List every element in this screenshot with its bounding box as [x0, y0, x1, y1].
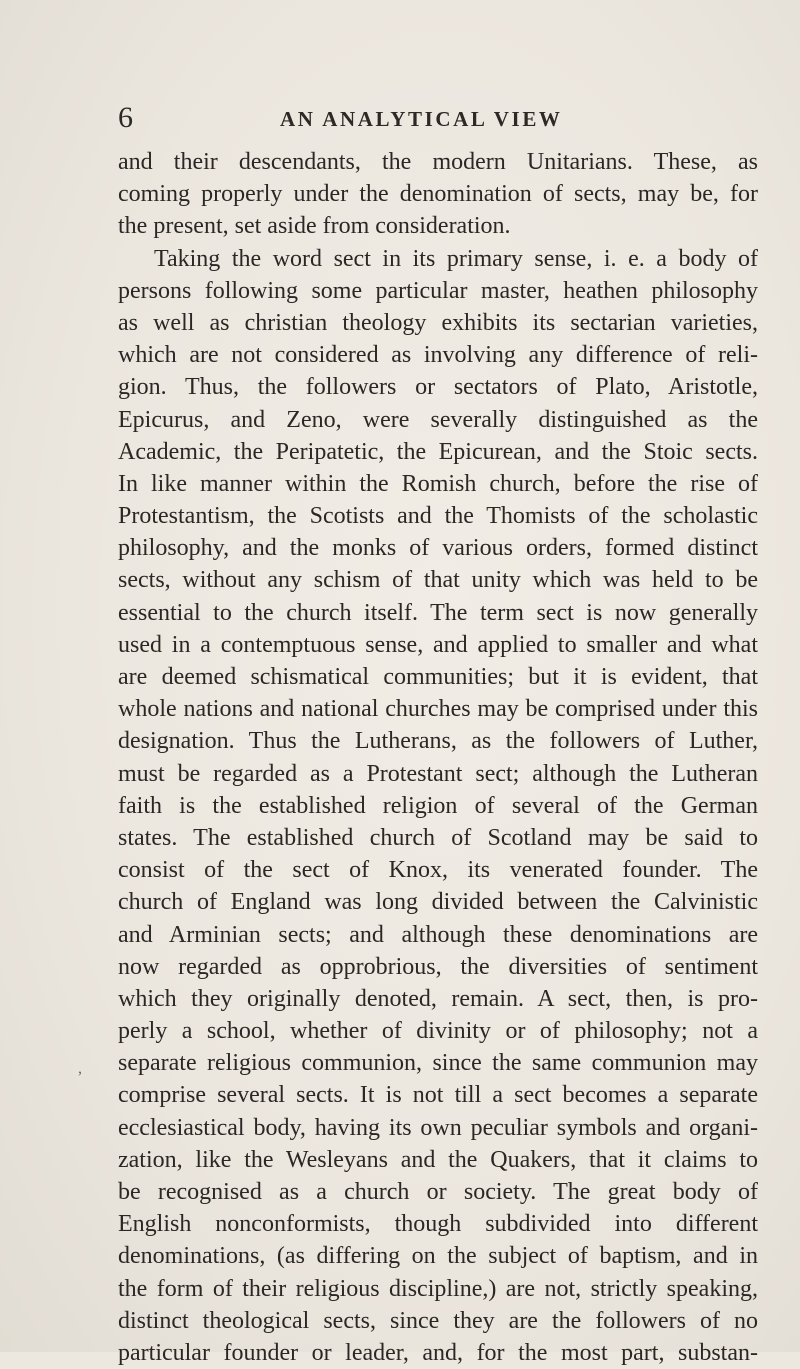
text-line: philosophy, and the monks of various orders, formed distinct — [118, 535, 758, 562]
text-line: now regarded as opprobrious, the diversities of sentiment — [118, 953, 758, 980]
text-line: separate religious communion, since the same communion may — [118, 1050, 758, 1077]
text-line: Epicurus, and Zeno, were severally distinguished as the — [118, 406, 758, 433]
margin-mark: , — [78, 1060, 82, 1077]
text-line: must be regarded as a Protestant sect; although the Lutheran — [118, 760, 758, 787]
text-line: the form of their religious discipline,) are not, strictly speaking, — [118, 1275, 758, 1302]
text-line: comprise several sects. It is not till a sect becomes a separate — [118, 1082, 758, 1109]
text-line: English nonconformists, though subdivided into different — [118, 1211, 758, 1238]
text-line: consist of the sect of Knox, its venerated founder. The — [118, 857, 758, 884]
page-number: 6 — [118, 101, 133, 134]
text-line: which are not considered as involving any difference of reli- — [118, 342, 758, 369]
text-line: are deemed schismatical communities; but it is evident, that — [118, 664, 758, 690]
text-line: distinct theological sects, since they are the followers of no — [118, 1307, 758, 1334]
text-line: whole nations and national churches may be comprised under this — [118, 696, 758, 723]
text-line: and their descendants, the modern Unitarians. These, as — [118, 149, 758, 175]
text-line: sects, without any schism of that unity which was held to be — [118, 567, 758, 594]
text-line: persons following some particular master, heathen philosophy — [118, 277, 758, 304]
text-line: Academic, the Peripatetic, the Epicurean, and the Stoic sects. — [118, 438, 758, 465]
text-line: zation, like the Wesleyans and the Quakers, that it claims to — [118, 1146, 758, 1173]
text-line: denominations, (as differing on the subject of baptism, and in — [118, 1243, 758, 1270]
text-line: and Arminian sects; and although these denominations are — [118, 921, 758, 948]
text-line: which they originally denoted, remain. A sect, then, is pro- — [118, 985, 758, 1012]
text-line: as well as christian theology exhibits its sectarian varieties, — [118, 309, 758, 336]
text-line: the present, set aside from consideration. — [118, 213, 511, 240]
text-line: gion. Thus, the followers or sectators of Plato, Aristotle, — [118, 374, 758, 401]
text-line: used in a contemptuous sense, and applied to smaller and what — [118, 631, 758, 658]
text-line: essential to the church itself. The term sect is now generally — [118, 599, 758, 626]
text-line: perly a school, whether of divinity or of philosophy; not a — [118, 1018, 758, 1045]
text-line: ecclesiastical body, having its own peculiar symbols and organi- — [118, 1114, 758, 1141]
text-line: states. The established church of Scotland may be said to — [118, 824, 758, 851]
text-line: Protestantism, the Scotists and the Thomists of the scholastic — [118, 503, 758, 530]
text-line: particular founder or leader, and, for the most part, substan- — [118, 1339, 758, 1366]
text-line: coming properly under the denomination of sects, may be, for — [118, 181, 758, 208]
text-line: designation. Thus the Lutherans, as the followers of Luther, — [118, 728, 758, 755]
running-head — [118, 98, 758, 138]
text-line: be recognised as a church or society. The great body of — [118, 1179, 758, 1205]
body-text — [118, 146, 758, 1369]
text-line: church of England was long divided between the Calvinistic — [118, 889, 758, 916]
text-line: faith is the established religion of several of the German — [118, 792, 758, 819]
paragraph-start-line: Taking the word sect in its primary sense, i. e. a body of — [154, 245, 758, 272]
text-line: In like manner within the Romish church, before the rise of — [118, 470, 758, 497]
running-title: AN ANALYTICAL VIEW — [280, 107, 563, 131]
